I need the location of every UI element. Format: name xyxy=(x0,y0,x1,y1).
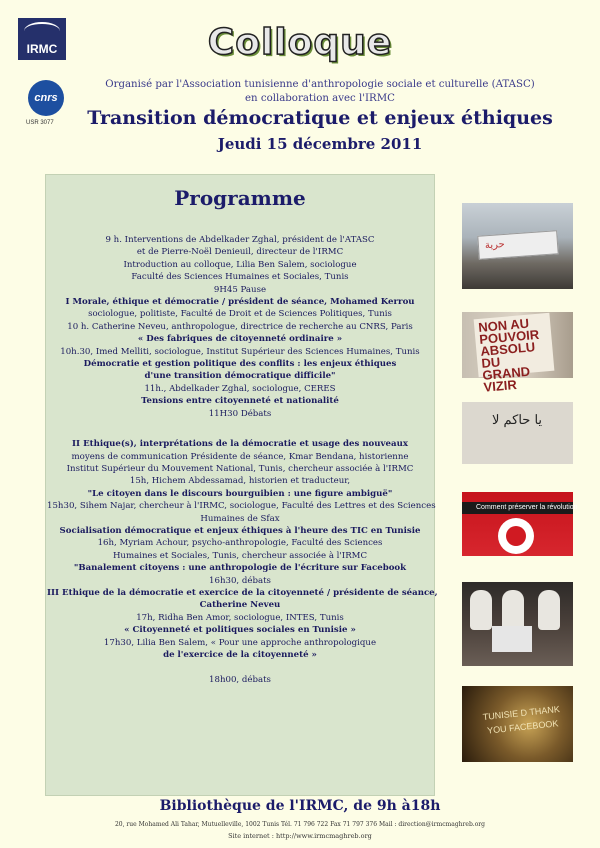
tunisia-flag-photo xyxy=(462,492,578,556)
programme-line: 18h00, débats xyxy=(209,674,271,685)
programme-line: Démocratie et gestion politique des conflits : les enjeux éthiques xyxy=(83,359,397,370)
programme-line: Introduction au colloque, Lilia Ben Salem, sociologue xyxy=(123,259,357,270)
programme-line: 16h, Myriam Achour, psycho-anthropologie, Faculté des Sciences xyxy=(97,538,383,549)
programme-line: Tensions entre citoyenneté et nationalité xyxy=(141,396,339,407)
footer-website: Site internet : http://www.irmcmaghreb.org xyxy=(228,832,372,840)
footer-address: 20, rue Mohamed Ali Tahar, Mutuelleville, 1002 Tunis Tél. 71 796 722 Fax 71 797 376 Mail : direction@irmcmaghreb.org xyxy=(114,821,486,828)
organizer-line-2: en collaboration avec l'IRMC xyxy=(245,93,395,104)
programme-line: Humaines de Sfax xyxy=(200,513,280,524)
cnrs-logo-text: cnrs xyxy=(34,92,58,104)
programme-line: III Ethique de la démocratie et exercice de la citoyenneté / présidente de séance, xyxy=(47,587,438,598)
graffiti-text: يا حاكم لا xyxy=(491,413,543,428)
programme-line: Catherine Neveu xyxy=(199,600,281,611)
programme-line: "Le citoyen dans le discours bourguibien : une figure ambiguë" xyxy=(87,488,393,499)
programme-line: et de Pierre-Noël Denieuil, directeur de l'IRMC xyxy=(136,247,344,258)
programme-line: 9 h. Interventions de Abdelkader Zghal, président de l'ATASC xyxy=(105,235,375,245)
programme-line: 17h, Ridha Ben Amor, sociologue, INTES, Tunis xyxy=(136,612,344,623)
programme-line: 17h30, Lilia Ben Salem, « Pour une approche anthropologique xyxy=(103,637,377,648)
wall-graffiti-photo xyxy=(462,686,573,762)
programme-line: "Banalement citoyens : une anthropologie de l'écriture sur Facebook xyxy=(73,563,407,574)
programme-line: 16h30, débats xyxy=(209,575,271,586)
programme-title: Programme xyxy=(174,186,306,210)
programme-line: Humaines et Sociales, Tunis, chercheur associée à l'IRMC xyxy=(112,550,368,561)
programme-line: sociologue, politiste, Faculté de Droit et de Sciences Politiques, Tunis xyxy=(88,309,392,320)
footer-title: Bibliothèque de l'IRMC, de 9h à18h xyxy=(159,798,441,814)
programme-line: I Morale, éthique et démocratie / président de séance, Mohamed Kerrou xyxy=(65,297,415,308)
programme-line: 10 h. Catherine Neveu, anthropologue, directrice de recherche au CNRS, Paris xyxy=(67,321,413,332)
irmc-logo-text: IRMC xyxy=(26,42,58,56)
women-protest-photo xyxy=(462,582,573,666)
programme-line: Institut Supérieur du Mouvement National, Tunis, chercheur associée à l'IRMC xyxy=(66,463,414,474)
programme-line: 15h30, Sihem Najar, chercheur à l'IRMC, sociologue, Faculté des Lettres et des Sciences xyxy=(47,501,436,512)
protest-photo-banner xyxy=(462,203,573,289)
colloque-heading: Colloque xyxy=(207,22,393,63)
flag-emblem-icon xyxy=(498,518,534,554)
organizer-line-1: Organisé par l'Association tunisienne d'anthropologie sociale et culturelle (ATASC) xyxy=(105,79,535,90)
colloquium-date: Jeudi 15 décembre 2011 xyxy=(217,135,423,153)
usr-label: USR 3077 xyxy=(26,120,54,126)
colloquium-title: Transition démocratique et enjeux éthiques xyxy=(87,107,553,129)
protest-sign xyxy=(492,626,532,652)
cnrs-logo xyxy=(28,80,64,116)
programme-line: Faculté des Sciences Humaines et Sociales, Tunis xyxy=(131,272,349,283)
programme-line: de l'exercice de la citoyenneté » xyxy=(163,650,317,660)
banner-caption: Comment préserver la révolution xyxy=(462,502,573,514)
programme-line: 11h., Abdelkader Zghal, sociologue, CERES xyxy=(144,383,336,394)
programme-line: 9H45 Pause xyxy=(213,284,267,295)
programme-line: 15h, Hichem Abdessamad, historien et traducteur, xyxy=(129,476,351,487)
programme-line: « Citoyenneté et politiques sociales en Tunisie » xyxy=(124,625,356,636)
programme-list xyxy=(47,234,438,686)
graffiti-photo xyxy=(462,402,573,464)
organizer-text xyxy=(80,78,560,106)
programme-line: d'une transition démocratique difficile" xyxy=(144,371,336,382)
sign-text: NON AU POUVOIR ABSOLU DU GRAND VIZIR xyxy=(477,315,540,395)
programme-line: 10h.30, Imed Melliti, sociologue, Institut Supérieur des Sciences Humaines, Tunis xyxy=(60,346,420,357)
wall-text: TUNISIE D THANK YOU FACEBOOK xyxy=(482,704,561,736)
protest-photo-sign xyxy=(462,312,573,395)
programme-line: II Ethique(s), interprétations de la démocratie et usage des nouveaux xyxy=(72,439,408,450)
handwritten-sign xyxy=(474,313,555,395)
protest-banner xyxy=(477,230,558,260)
protest-sign-text: حرية xyxy=(484,238,506,252)
programme-line: « Des fabriques de citoyenneté ordinaire » xyxy=(137,334,343,345)
programme-line: 11H30 Débats xyxy=(208,408,272,419)
programme-line: Socialisation démocratique et enjeux éthiques à l'heure des TIC en Tunisie xyxy=(59,525,421,536)
programme-line: moyens de communication Présidente de séance, Kmar Bendana, historienne xyxy=(71,451,409,462)
